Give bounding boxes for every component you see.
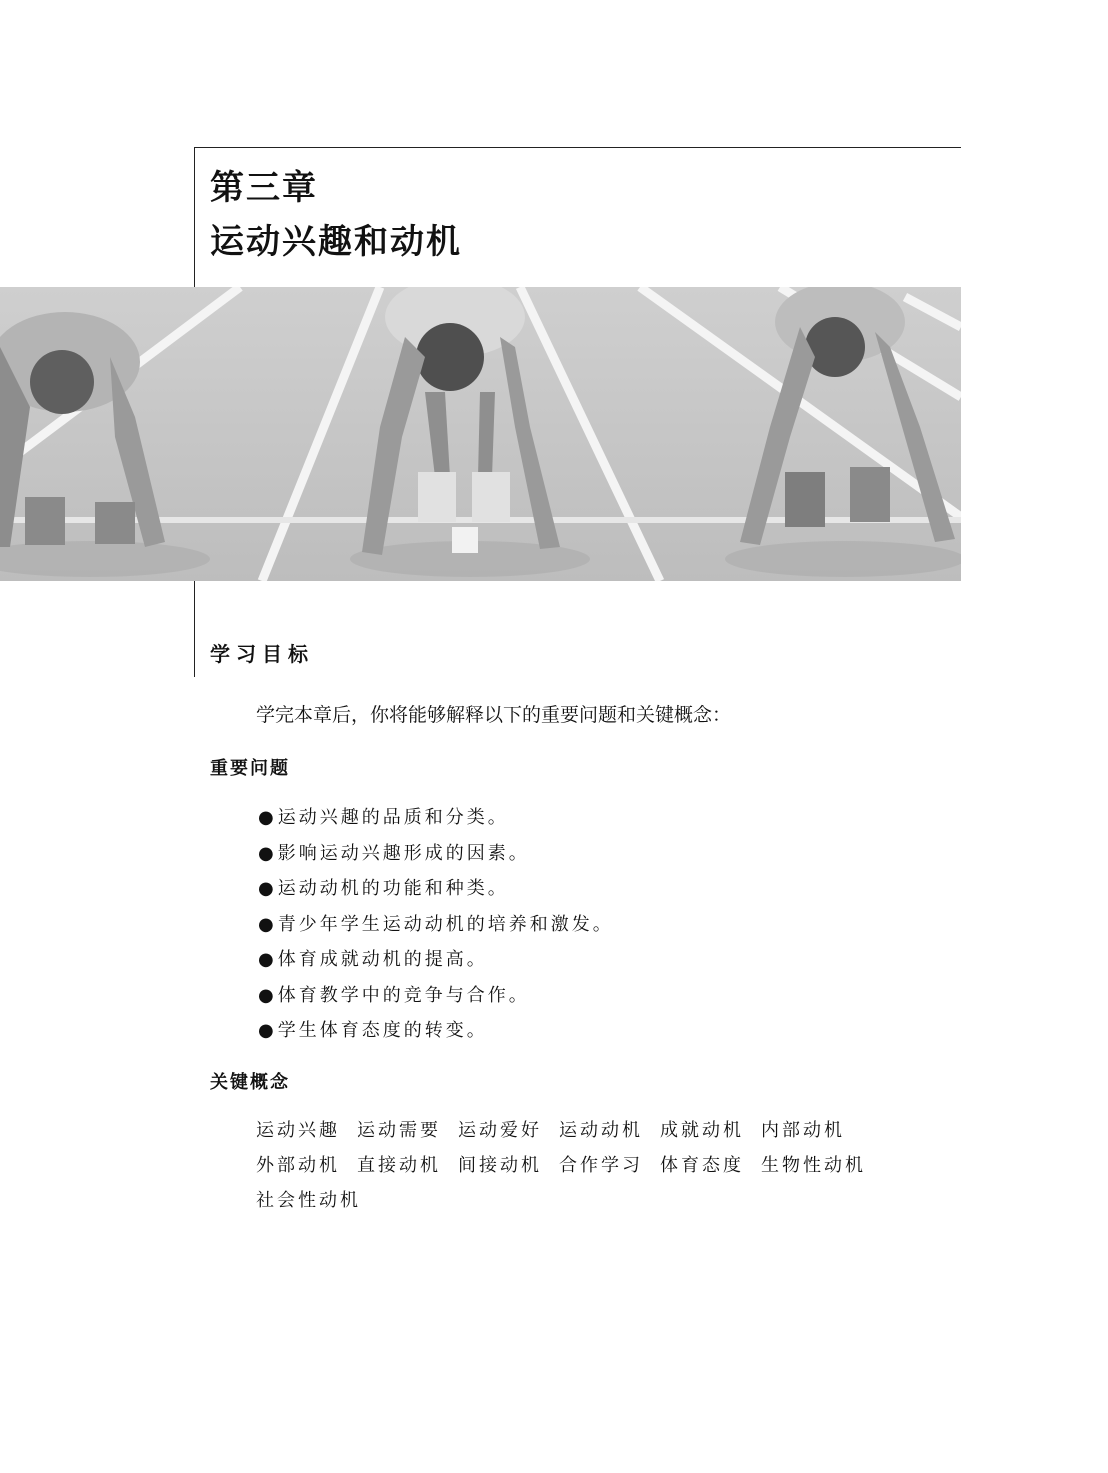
concept-term: 运动爱好 (458, 1120, 542, 1141)
concept-term: 内部动机 (761, 1120, 845, 1141)
concept-line (256, 1148, 976, 1183)
bullet-icon: ● (258, 807, 274, 828)
concept-term: 体育态度 (660, 1155, 744, 1176)
key-concepts-list (256, 1113, 976, 1218)
left-rule-lower (194, 581, 195, 677)
list-item (258, 907, 614, 943)
concept-term: 直接动机 (357, 1155, 441, 1176)
list-item-text: 体育教学中的竞争与合作。 (277, 984, 530, 1006)
bullet-icon: ● (258, 984, 274, 1006)
list-item (258, 978, 614, 1014)
list-item-text: 运动兴趣的品质和分类。 (277, 807, 509, 828)
chapter-number: 第三章 (210, 168, 318, 208)
list-item (258, 942, 614, 978)
bullet-icon: ● (258, 878, 274, 899)
important-issues-heading: 重要问题 (210, 758, 290, 779)
sprinters-banner-image (0, 287, 961, 581)
list-item (258, 836, 614, 872)
concept-term: 运动需要 (357, 1120, 441, 1141)
intro-text: 学完本章后，你将能够解释以下的重要问题和关键概念： (256, 704, 732, 726)
list-item (258, 1013, 614, 1049)
concept-line (256, 1183, 976, 1218)
concept-term: 间接动机 (458, 1155, 542, 1176)
important-issues-list (258, 800, 614, 1049)
list-item-text: 体育成就动机的提高。 (277, 949, 488, 970)
list-item (258, 871, 614, 907)
bullet-icon: ● (258, 949, 274, 970)
list-item-text: 运动动机的功能和种类。 (277, 878, 509, 899)
concept-term: 运动兴趣 (256, 1120, 340, 1141)
bullet-icon: ● (258, 842, 274, 864)
learning-goals-heading: 学习目标 (210, 642, 314, 666)
chapter-title: 运动兴趣和动机 (210, 222, 462, 262)
top-rule (194, 147, 961, 148)
list-item-text: 学生体育态度的转变。 (277, 1020, 488, 1041)
concept-term: 外部动机 (256, 1155, 340, 1176)
concept-line (256, 1113, 976, 1148)
bullet-icon: ● (258, 1020, 274, 1041)
concept-term: 社会性动机 (256, 1190, 361, 1211)
concept-term: 合作学习 (559, 1155, 643, 1176)
concept-term: 生物性动机 (761, 1155, 866, 1176)
key-concepts-heading: 关键概念 (210, 1072, 290, 1093)
concept-term: 运动动机 (559, 1120, 643, 1141)
bullet-icon: ● (258, 913, 274, 935)
left-rule-upper (194, 147, 195, 287)
list-item-text: 青少年学生运动动机的培养和激发。 (277, 913, 614, 935)
list-item-text: 影响运动兴趣形成的因素。 (277, 842, 530, 864)
concept-term: 成就动机 (660, 1120, 744, 1141)
list-item (258, 800, 614, 836)
